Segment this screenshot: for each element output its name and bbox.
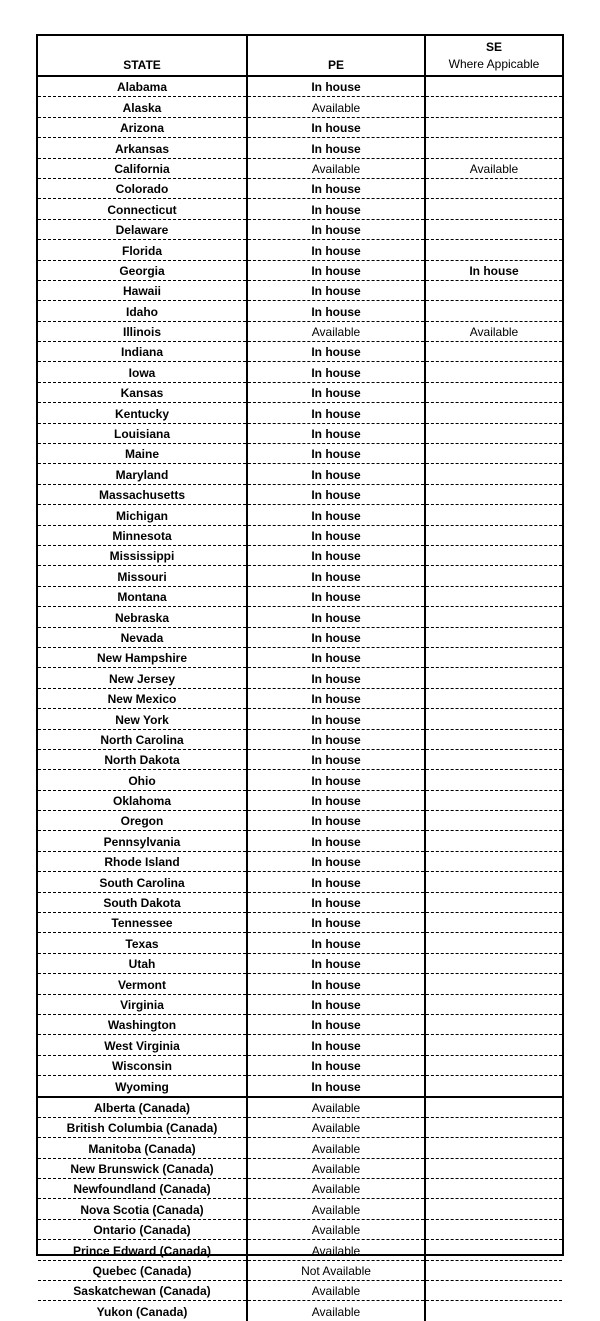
table-row bbox=[38, 260, 562, 280]
pe-cell: In house bbox=[247, 566, 425, 586]
state-cell: Oklahoma bbox=[38, 790, 247, 810]
table-row bbox=[38, 484, 562, 504]
se-cell bbox=[425, 586, 562, 606]
state-cell: Alabama bbox=[38, 76, 247, 97]
state-cell: Kentucky bbox=[38, 403, 247, 423]
pe-cell: In house bbox=[247, 1014, 425, 1034]
se-cell bbox=[425, 76, 562, 97]
pe-cell: In house bbox=[247, 892, 425, 912]
pe-cell: Available bbox=[247, 1158, 425, 1178]
se-cell bbox=[425, 607, 562, 627]
table-row bbox=[38, 1055, 562, 1075]
state-cell: Louisiana bbox=[38, 423, 247, 443]
state-cell: Mississippi bbox=[38, 545, 247, 565]
pe-cell: In house bbox=[247, 647, 425, 667]
state-cell: Virginia bbox=[38, 994, 247, 1014]
se-cell bbox=[425, 219, 562, 239]
state-cell: Delaware bbox=[38, 219, 247, 239]
state-cell: Maryland bbox=[38, 464, 247, 484]
table-row bbox=[38, 851, 562, 871]
pe-cell: In house bbox=[247, 994, 425, 1014]
state-cell: Arkansas bbox=[38, 138, 247, 158]
pe-cell: Available bbox=[247, 321, 425, 341]
table-row bbox=[38, 831, 562, 851]
state-cell: Manitoba (Canada) bbox=[38, 1138, 247, 1158]
table-row bbox=[38, 199, 562, 219]
state-cell: Florida bbox=[38, 240, 247, 260]
se-cell bbox=[425, 953, 562, 973]
se-cell bbox=[425, 484, 562, 504]
state-cell: Colorado bbox=[38, 178, 247, 198]
table-row bbox=[38, 1158, 562, 1178]
state-cell: Utah bbox=[38, 953, 247, 973]
se-cell bbox=[425, 199, 562, 219]
pe-cell: In house bbox=[247, 688, 425, 708]
se-cell bbox=[425, 545, 562, 565]
table-row bbox=[38, 872, 562, 892]
se-cell bbox=[425, 1158, 562, 1178]
pe-cell: In house bbox=[247, 342, 425, 362]
state-cell: Kansas bbox=[38, 382, 247, 402]
table-row bbox=[38, 117, 562, 137]
se-cell bbox=[425, 178, 562, 198]
state-cell: Indiana bbox=[38, 342, 247, 362]
se-cell bbox=[425, 382, 562, 402]
table-row bbox=[38, 933, 562, 953]
table-row bbox=[38, 627, 562, 647]
state-cell: Texas bbox=[38, 933, 247, 953]
table-row bbox=[38, 545, 562, 565]
pe-cell: In house bbox=[247, 709, 425, 729]
pe-cell: In house bbox=[247, 668, 425, 688]
state-cell: Iowa bbox=[38, 362, 247, 382]
table-row bbox=[38, 382, 562, 402]
table-row bbox=[38, 178, 562, 198]
table-row bbox=[38, 709, 562, 729]
se-cell bbox=[425, 1179, 562, 1199]
table-row bbox=[38, 464, 562, 484]
se-cell bbox=[425, 444, 562, 464]
table-row bbox=[38, 138, 562, 158]
state-cell: Yukon (Canada) bbox=[96, 1304, 188, 1319]
pe-cell: Available bbox=[247, 1179, 425, 1199]
table-row bbox=[38, 444, 562, 464]
pe-cell: Available bbox=[247, 97, 425, 117]
se-cell bbox=[425, 1055, 562, 1075]
state-cell: Maine bbox=[38, 444, 247, 464]
table-row bbox=[38, 647, 562, 667]
state-cell: British Columbia (Canada) bbox=[38, 1117, 247, 1137]
se-cell bbox=[425, 403, 562, 423]
se-cell bbox=[425, 362, 562, 382]
pe-cell: In house bbox=[247, 607, 425, 627]
pe-cell: In house bbox=[247, 831, 425, 851]
table-row bbox=[38, 953, 562, 973]
pe-cell: In house bbox=[247, 627, 425, 647]
se-cell bbox=[425, 117, 562, 137]
se-cell bbox=[425, 770, 562, 790]
se-cell bbox=[425, 505, 562, 525]
se-cell bbox=[425, 831, 562, 851]
state-cell: Oregon bbox=[38, 811, 247, 831]
se-cell bbox=[425, 974, 562, 994]
state-cell: New Hampshire bbox=[38, 647, 247, 667]
se-cell: Available bbox=[425, 321, 562, 341]
state-cell: New Jersey bbox=[38, 668, 247, 688]
table-row bbox=[38, 158, 562, 178]
table-row bbox=[38, 97, 562, 117]
table-row bbox=[38, 1097, 562, 1118]
pe-cell: In house bbox=[247, 933, 425, 953]
pe-cell: Available bbox=[247, 158, 425, 178]
pe-cell: Available bbox=[247, 1097, 425, 1118]
se-cell bbox=[425, 872, 562, 892]
se-cell bbox=[425, 1199, 562, 1219]
pe-cell: In house bbox=[247, 76, 425, 97]
state-cell: West Virginia bbox=[38, 1035, 247, 1055]
se-cell bbox=[425, 688, 562, 708]
table-row bbox=[38, 994, 562, 1014]
state-cell: South Dakota bbox=[38, 892, 247, 912]
state-cell: New York bbox=[38, 709, 247, 729]
table-row bbox=[38, 1301, 562, 1321]
se-cell bbox=[425, 892, 562, 912]
table-row bbox=[38, 586, 562, 606]
pe-cell: In house bbox=[247, 178, 425, 198]
state-cell: Saskatchewan (Canada) bbox=[38, 1281, 247, 1301]
header-row bbox=[38, 36, 562, 76]
state-cell: Montana bbox=[38, 586, 247, 606]
se-cell bbox=[425, 933, 562, 953]
table-row bbox=[38, 403, 562, 423]
table-row bbox=[38, 342, 562, 362]
pe-cell: In house bbox=[247, 301, 425, 321]
se-cell bbox=[425, 1117, 562, 1137]
state-cell: Nevada bbox=[38, 627, 247, 647]
pe-cell: In house bbox=[247, 362, 425, 382]
se-cell bbox=[425, 851, 562, 871]
table-row bbox=[38, 913, 562, 933]
state-cell: New Mexico bbox=[38, 688, 247, 708]
pe-cell: Available bbox=[247, 1281, 425, 1301]
se-cell bbox=[425, 138, 562, 158]
pe-cell: In house bbox=[247, 280, 425, 300]
se-cell bbox=[425, 1240, 562, 1260]
table-row bbox=[38, 1199, 562, 1219]
state-cell: Washington bbox=[38, 1014, 247, 1034]
state-cell: Alaska bbox=[38, 97, 247, 117]
se-cell bbox=[425, 668, 562, 688]
pe-cell: In house bbox=[247, 444, 425, 464]
table-body bbox=[38, 76, 562, 1321]
state-cell: Ontario (Canada) bbox=[38, 1219, 247, 1239]
pe-cell: Available bbox=[247, 1138, 425, 1158]
se-cell bbox=[425, 280, 562, 300]
pe-cell: Available bbox=[247, 1240, 425, 1260]
table-row bbox=[38, 1179, 562, 1199]
pe-cell: In house bbox=[247, 1076, 425, 1097]
pe-cell: In house bbox=[247, 729, 425, 749]
state-cell: Vermont bbox=[38, 974, 247, 994]
table-row bbox=[38, 76, 562, 97]
pe-cell: Available bbox=[247, 1199, 425, 1219]
pe-cell: In house bbox=[247, 851, 425, 871]
state-cell: Nebraska bbox=[38, 607, 247, 627]
pe-cell: In house bbox=[247, 240, 425, 260]
table-row bbox=[38, 219, 562, 239]
table-row bbox=[38, 1240, 562, 1260]
pe-cell: Available bbox=[247, 1301, 425, 1321]
pe-cell: In house bbox=[247, 484, 425, 504]
table-row bbox=[38, 362, 562, 382]
state-cell: South Carolina bbox=[38, 872, 247, 892]
table-row bbox=[38, 1138, 562, 1158]
table-row bbox=[38, 892, 562, 912]
pe-cell: In house bbox=[247, 545, 425, 565]
se-cell bbox=[425, 1219, 562, 1239]
se-cell: In house bbox=[425, 260, 562, 280]
state-cell: Wyoming bbox=[38, 1076, 247, 1097]
state-cell: Newfoundland (Canada) bbox=[38, 1179, 247, 1199]
pe-cell: In house bbox=[247, 1035, 425, 1055]
state-cell: Pennsylvania bbox=[38, 831, 247, 851]
pe-cell: In house bbox=[247, 117, 425, 137]
pe-cell: In house bbox=[247, 749, 425, 769]
state-cell: Michigan bbox=[38, 505, 247, 525]
licensing-table bbox=[38, 36, 562, 1321]
state-cell: Alberta (Canada) bbox=[38, 1097, 247, 1118]
state-cell: Ohio bbox=[38, 770, 247, 790]
se-cell bbox=[425, 913, 562, 933]
table-row bbox=[38, 770, 562, 790]
table-row bbox=[38, 668, 562, 688]
se-cell bbox=[425, 1301, 562, 1321]
table-row bbox=[38, 1117, 562, 1137]
se-cell bbox=[425, 525, 562, 545]
pe-cell: In house bbox=[247, 913, 425, 933]
se-cell bbox=[425, 1097, 562, 1118]
state-cell: Rhode Island bbox=[38, 851, 247, 871]
se-cell bbox=[425, 301, 562, 321]
state-cell: North Dakota bbox=[38, 749, 247, 769]
table-row bbox=[38, 1260, 562, 1280]
se-cell bbox=[425, 566, 562, 586]
pe-cell: In house bbox=[247, 423, 425, 443]
header-se-title: SE bbox=[485, 39, 502, 54]
se-cell bbox=[425, 423, 562, 443]
pe-cell: In house bbox=[247, 1055, 425, 1075]
state-cell: New Brunswick (Canada) bbox=[38, 1158, 247, 1178]
pe-cell: In house bbox=[247, 382, 425, 402]
table-row bbox=[38, 1014, 562, 1034]
table-row bbox=[38, 974, 562, 994]
pe-cell: In house bbox=[247, 138, 425, 158]
se-cell bbox=[425, 709, 562, 729]
licensing-table-frame bbox=[36, 34, 564, 1319]
table-row bbox=[38, 790, 562, 810]
se-cell bbox=[425, 1138, 562, 1158]
pe-cell: In house bbox=[247, 811, 425, 831]
se-cell bbox=[425, 97, 562, 117]
header-se bbox=[425, 36, 562, 76]
se-cell: Available bbox=[425, 158, 562, 178]
table-row bbox=[38, 525, 562, 545]
state-cell: Georgia bbox=[38, 260, 247, 280]
se-cell bbox=[425, 627, 562, 647]
se-cell bbox=[425, 240, 562, 260]
pe-cell: In house bbox=[247, 953, 425, 973]
pe-cell: In house bbox=[247, 464, 425, 484]
table-row bbox=[38, 1076, 562, 1097]
se-cell bbox=[425, 994, 562, 1014]
pe-cell: In house bbox=[247, 199, 425, 219]
table-row bbox=[38, 1219, 562, 1239]
state-cell: Arizona bbox=[38, 117, 247, 137]
state-cell: Massachusetts bbox=[38, 484, 247, 504]
table-row bbox=[38, 301, 562, 321]
table-row bbox=[38, 749, 562, 769]
pe-cell: Available bbox=[247, 1117, 425, 1137]
se-cell bbox=[425, 342, 562, 362]
se-cell bbox=[425, 790, 562, 810]
pe-cell: In house bbox=[247, 770, 425, 790]
state-cell: Idaho bbox=[38, 301, 247, 321]
table-row bbox=[38, 280, 562, 300]
state-cell: Hawaii bbox=[38, 280, 247, 300]
state-cell: Missouri bbox=[38, 566, 247, 586]
pe-cell: In house bbox=[247, 219, 425, 239]
state-cell: Tennessee bbox=[38, 913, 247, 933]
state-cell: North Carolina bbox=[38, 729, 247, 749]
table-row bbox=[38, 811, 562, 831]
pe-cell: In house bbox=[247, 403, 425, 423]
header-se-subtitle: Where Appicable bbox=[448, 56, 540, 71]
state-cell: California bbox=[38, 158, 247, 178]
se-cell bbox=[425, 1076, 562, 1097]
state-cell: Wisconsin bbox=[38, 1055, 247, 1075]
table-row bbox=[38, 688, 562, 708]
table-row bbox=[38, 607, 562, 627]
se-cell bbox=[425, 1014, 562, 1034]
pe-cell: In house bbox=[247, 505, 425, 525]
pe-cell: Not Available bbox=[247, 1260, 425, 1280]
se-cell bbox=[425, 811, 562, 831]
header-pe: PE bbox=[247, 36, 425, 76]
table-row bbox=[38, 240, 562, 260]
state-cell: Illinois bbox=[38, 321, 247, 341]
state-cell: Nova Scotia (Canada) bbox=[38, 1199, 247, 1219]
table-row bbox=[38, 729, 562, 749]
se-cell bbox=[425, 464, 562, 484]
table-row bbox=[38, 423, 562, 443]
pe-cell: In house bbox=[247, 525, 425, 545]
pe-cell: In house bbox=[247, 260, 425, 280]
state-cell: Minnesota bbox=[38, 525, 247, 545]
state-cell: Connecticut bbox=[38, 199, 247, 219]
table-row bbox=[38, 1035, 562, 1055]
header-state: STATE bbox=[38, 36, 247, 76]
se-cell bbox=[425, 729, 562, 749]
se-cell bbox=[425, 749, 562, 769]
se-cell bbox=[425, 647, 562, 667]
pe-cell: In house bbox=[247, 586, 425, 606]
state-cell: Prince Edward (Canada) bbox=[38, 1240, 247, 1260]
pe-cell: Available bbox=[247, 1219, 425, 1239]
table-row bbox=[38, 566, 562, 586]
table-row bbox=[38, 505, 562, 525]
state-cell: Quebec (Canada) bbox=[38, 1260, 247, 1280]
table-row bbox=[38, 321, 562, 341]
se-cell bbox=[425, 1260, 562, 1280]
pe-cell: In house bbox=[247, 790, 425, 810]
pe-cell: In house bbox=[247, 872, 425, 892]
se-cell bbox=[425, 1035, 562, 1055]
pe-cell: In house bbox=[247, 974, 425, 994]
